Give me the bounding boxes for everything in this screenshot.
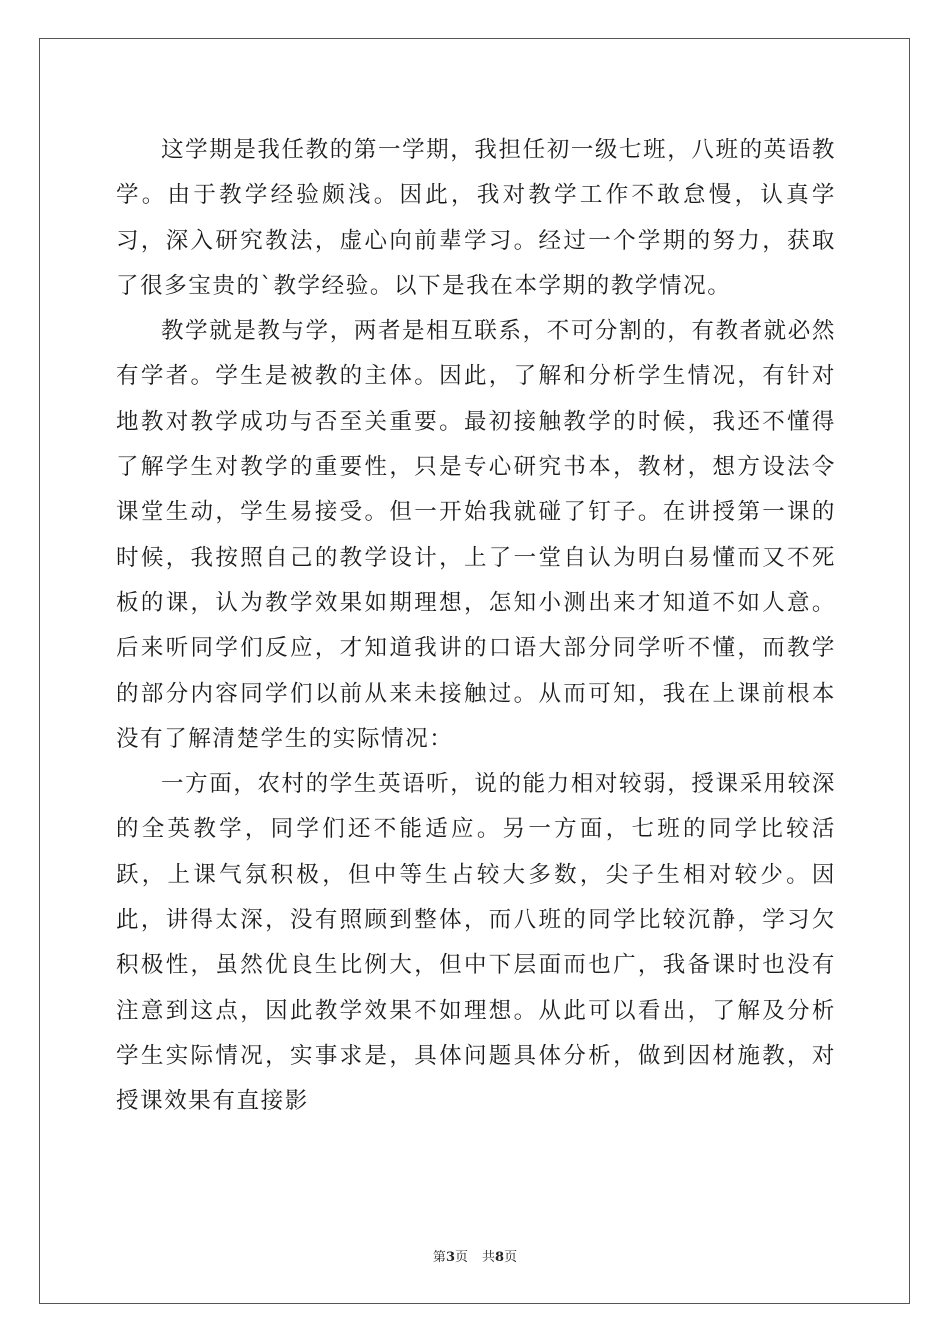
page-prefix: 第 <box>432 1250 446 1265</box>
total-suffix: 页 <box>504 1250 518 1265</box>
page-suffix: 页 <box>454 1250 468 1265</box>
page-number: 3 <box>445 1250 455 1265</box>
total-prefix: 共 <box>482 1250 496 1265</box>
paragraph-3: 一方面，农村的学生英语听，说的能力相对较弱，授课采用较深的全英教学，同学们还不能适应。另一方面，七班的同学比较活跃，上课气氛积极，但中等生占较大多数，尖子生相对较少。因此，讲得太深，没有照顾到整体，而八班的同学比较沉静，学习欠积极性，虽然优良生比例大，但中下层面而也广，我备课时也没有注意到这点，因此教学效果不如理想。从此可以看出，了解及分析学生实际情况，实事求是，具体问题具体分析，做到因材施教，对授课效果有直接影 <box>116 771 836 1115</box>
document-body <box>116 128 836 1125</box>
total-pages: 8 <box>495 1250 505 1265</box>
page-footer <box>0 1246 950 1265</box>
paragraph-2: 教学就是教与学，两者是相互联系，不可分割的，有教者就必然有学者。学生是被教的主体。因此，了解和分析学生情况，有针对地教对教学成功与否至关重要。最初接触教学的时候，我还不懂得了解学生对教学的重要性，只是专心研究书本，教材，想方设法令课堂生动，学生易接受。但一开始我就碰了钉子。在讲授第一课的时候，我按照自己的教学设计，上了一堂自认为明白易懂而又不死板的课，认为教学效果如期理想，怎知小测出来才知道不如人意。后来听同学们反应，才知道我讲的口语大部分同学听不懂，而教学的部分内容同学们以前从来未接触过。从而可知，我在上课前根本没有了解清楚学生的实际情况： <box>116 318 836 752</box>
paragraph-1: 这学期是我任教的第一学期，我担任初一级七班，八班的英语教学。由于教学经验颇浅。因此，我对教学工作不敢怠慢，认真学习，深入研究教法，虚心向前辈学习。经过一个学期的努力，获取了很多宝贵的`教学经验。以下是我在本学期的教学情况。 <box>116 137 836 299</box>
